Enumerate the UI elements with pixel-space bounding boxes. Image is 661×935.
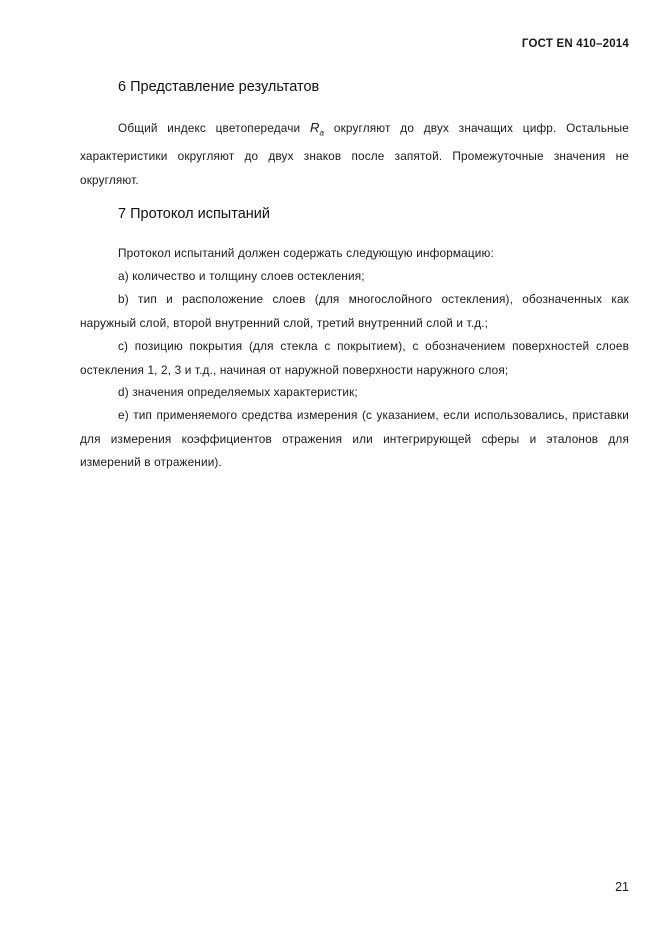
list-item-a bbox=[80, 265, 629, 289]
page-number: 21 bbox=[615, 880, 629, 894]
section-6-paragraph bbox=[80, 116, 629, 192]
symbol-color-rendering-index bbox=[309, 120, 325, 138]
section-6-text-end: округляют до двух значащих цифр. Остальные характеристики округляют до двух знаков после запятой. Промежуточные значения не округляют. bbox=[80, 121, 630, 187]
document-code-header: ГОСТ EN 410–2014 bbox=[521, 38, 629, 50]
list-item-a-text: а) количество и толщину слоев остекления; bbox=[118, 269, 365, 283]
section-7-title: 7 Протокол испытаний bbox=[118, 206, 270, 222]
symbol-main: R bbox=[309, 120, 320, 135]
list-item-b-text: b) тип и расположение слоев (для многослойного остекления), обозначенных как наружный слой, второй внутренний слой, третий внутренний слой и т.д.; bbox=[80, 292, 629, 330]
section-7-intro-text: Протокол испытаний должен содержать следующую информацию: bbox=[118, 246, 494, 260]
list-item-e bbox=[80, 404, 629, 475]
section-6-text-start: Общий индекс цветопередачи bbox=[118, 121, 301, 135]
symbol-subscript: a bbox=[319, 128, 325, 138]
section-6-title: 6 Представление результатов bbox=[118, 79, 320, 95]
list-item-c-text: c) позицию покрытия (для стекла с покрытием), с обозначением поверхностей слоев остекления 1, 2, 3 и т.д., начиная от наружной поверхности наружного слоя; bbox=[80, 339, 629, 377]
list-item-b bbox=[80, 288, 629, 335]
list-item-e-text: e) тип применяемого средства измерения (с указанием, если использовались, приставки для измерения коэффициентов отражения или интегрирующей сферы и эталонов для измерений в отражении). bbox=[80, 408, 629, 469]
list-item-d bbox=[80, 381, 629, 405]
section-7-intro bbox=[80, 242, 629, 266]
list-item-c bbox=[80, 335, 629, 382]
list-item-d-text: d) значения определяемых характеристик; bbox=[118, 385, 358, 399]
